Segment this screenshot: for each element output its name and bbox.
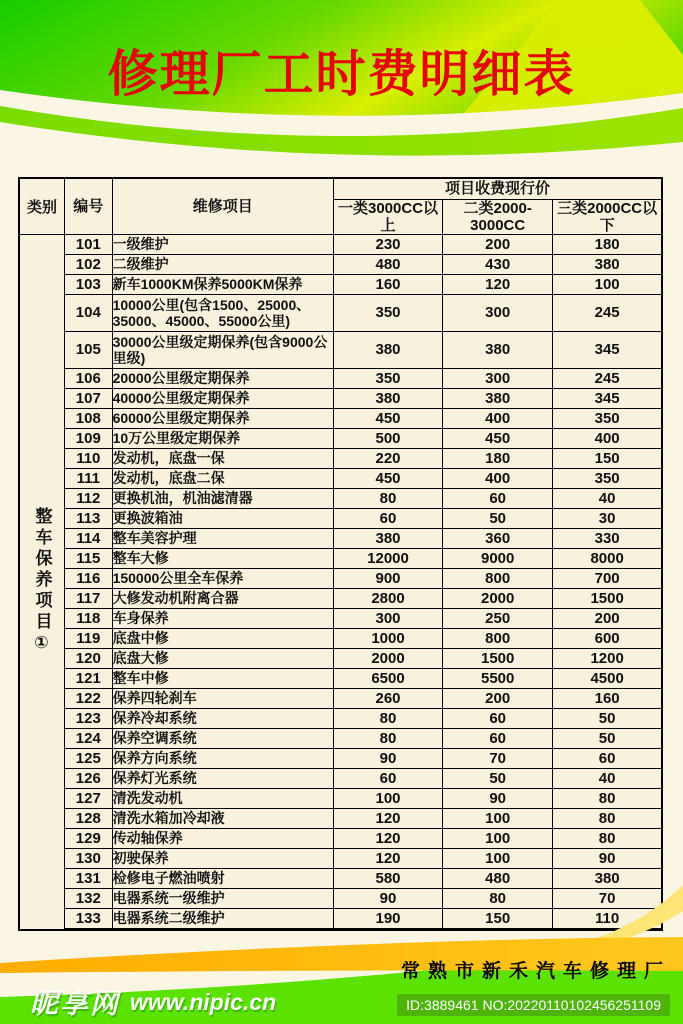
row-item: 新车1000KM保养5000KM保养 bbox=[112, 275, 333, 295]
row-price-class1: 90 bbox=[333, 749, 442, 769]
row-number: 115 bbox=[65, 549, 112, 569]
row-item: 检修电子燃油喷射 bbox=[112, 869, 333, 889]
row-price-class3: 150 bbox=[553, 449, 661, 469]
row-number: 114 bbox=[65, 529, 112, 549]
row-number: 109 bbox=[65, 429, 112, 449]
row-price-class2: 250 bbox=[443, 609, 553, 629]
row-number: 111 bbox=[65, 469, 112, 489]
watermark bbox=[30, 982, 276, 1022]
row-number: 105 bbox=[65, 332, 112, 369]
row-price-class2: 360 bbox=[443, 529, 553, 549]
row-item: 底盘大修 bbox=[112, 649, 333, 669]
row-price-class1: 80 bbox=[333, 729, 442, 749]
row-price-class3: 245 bbox=[553, 369, 661, 389]
row-item: 清洗水箱加冷却液 bbox=[112, 809, 333, 829]
table-row bbox=[65, 295, 661, 332]
row-price-class3: 90 bbox=[553, 849, 661, 869]
row-price-class1: 2800 bbox=[333, 589, 442, 609]
row-price-class3: 60 bbox=[553, 749, 661, 769]
item-header: 维修项目 bbox=[112, 179, 333, 235]
row-number: 123 bbox=[65, 709, 112, 729]
row-price-class3: 160 bbox=[553, 689, 661, 709]
row-number: 113 bbox=[65, 509, 112, 529]
row-number: 107 bbox=[65, 389, 112, 409]
row-number: 102 bbox=[65, 255, 112, 275]
row-price-class3: 50 bbox=[553, 709, 661, 729]
row-price-class3: 4500 bbox=[553, 669, 661, 689]
row-price-class1: 60 bbox=[333, 509, 442, 529]
class3-header: 三类2000CC以下 bbox=[553, 199, 661, 235]
row-price-class3: 100 bbox=[553, 275, 661, 295]
row-price-class2: 400 bbox=[443, 469, 553, 489]
row-number: 106 bbox=[65, 369, 112, 389]
row-number: 119 bbox=[65, 629, 112, 649]
row-price-class2: 800 bbox=[443, 629, 553, 649]
row-price-class3: 50 bbox=[553, 729, 661, 749]
row-number: 117 bbox=[65, 589, 112, 609]
table-row bbox=[65, 649, 661, 669]
table-row bbox=[65, 235, 661, 255]
table-row bbox=[65, 275, 661, 295]
row-price-class1: 350 bbox=[333, 295, 442, 332]
table-row bbox=[65, 469, 661, 489]
row-price-class2: 90 bbox=[443, 789, 553, 809]
fees-table bbox=[65, 179, 661, 929]
row-number: 122 bbox=[65, 689, 112, 709]
row-item: 发动机，底盘一保 bbox=[112, 449, 333, 469]
table-row bbox=[65, 809, 661, 829]
row-number: 133 bbox=[65, 909, 112, 929]
table-row bbox=[65, 569, 661, 589]
row-price-class2: 9000 bbox=[443, 549, 553, 569]
row-item: 传动轴保养 bbox=[112, 829, 333, 849]
row-price-class3: 380 bbox=[553, 869, 661, 889]
table-row bbox=[65, 255, 661, 275]
table-row bbox=[65, 409, 661, 429]
row-price-class2: 60 bbox=[443, 489, 553, 509]
row-price-class3: 245 bbox=[553, 295, 661, 332]
row-price-class1: 190 bbox=[333, 909, 442, 929]
row-item: 整车大修 bbox=[112, 549, 333, 569]
row-price-class2: 300 bbox=[443, 295, 553, 332]
watermark-site-url: www.nipic.cn bbox=[130, 988, 277, 1015]
row-price-class1: 480 bbox=[333, 255, 442, 275]
row-number: 110 bbox=[65, 449, 112, 469]
row-number: 124 bbox=[65, 729, 112, 749]
row-price-class2: 800 bbox=[443, 569, 553, 589]
row-price-class1: 380 bbox=[333, 529, 442, 549]
row-price-class2: 100 bbox=[443, 849, 553, 869]
row-price-class3: 1200 bbox=[553, 649, 661, 669]
row-item: 保养冷却系统 bbox=[112, 709, 333, 729]
row-price-class2: 430 bbox=[443, 255, 553, 275]
row-item: 20000公里级定期保养 bbox=[112, 369, 333, 389]
row-price-class3: 600 bbox=[553, 629, 661, 649]
price-table bbox=[18, 177, 663, 931]
table-row bbox=[65, 629, 661, 649]
row-number: 116 bbox=[65, 569, 112, 589]
row-price-class2: 70 bbox=[443, 749, 553, 769]
row-price-class1: 220 bbox=[333, 449, 442, 469]
row-price-class3: 1500 bbox=[553, 589, 661, 609]
row-price-class3: 700 bbox=[553, 569, 661, 589]
row-number: 128 bbox=[65, 809, 112, 829]
row-price-class2: 80 bbox=[443, 889, 553, 909]
row-number: 129 bbox=[65, 829, 112, 849]
row-number: 127 bbox=[65, 789, 112, 809]
watermark-id-badge: ID:3889461 NO:20220110102456251109 bbox=[397, 994, 670, 1016]
table-row bbox=[65, 509, 661, 529]
row-price-class2: 50 bbox=[443, 509, 553, 529]
watermark-site-name: 昵享网 bbox=[30, 988, 121, 1019]
row-price-class1: 80 bbox=[333, 489, 442, 509]
row-price-class3: 400 bbox=[553, 429, 661, 449]
row-item: 电器系统一级维护 bbox=[112, 889, 333, 909]
row-item: 底盘中修 bbox=[112, 629, 333, 649]
row-price-class3: 70 bbox=[553, 889, 661, 909]
class1-header: 一类3000CC以上 bbox=[333, 199, 442, 235]
row-item: 更换机油，机油滤清器 bbox=[112, 489, 333, 509]
row-price-class1: 500 bbox=[333, 429, 442, 449]
row-item: 10万公里级定期保养 bbox=[112, 429, 333, 449]
row-price-class1: 120 bbox=[333, 829, 442, 849]
row-number: 108 bbox=[65, 409, 112, 429]
row-number: 131 bbox=[65, 869, 112, 889]
row-price-class1: 300 bbox=[333, 609, 442, 629]
row-item: 整车美容护理 bbox=[112, 529, 333, 549]
table-row bbox=[65, 849, 661, 869]
row-price-class2: 180 bbox=[443, 449, 553, 469]
table-row bbox=[65, 689, 661, 709]
row-item: 二级维护 bbox=[112, 255, 333, 275]
row-price-class2: 60 bbox=[443, 729, 553, 749]
table-row bbox=[65, 529, 661, 549]
table-row bbox=[65, 769, 661, 789]
row-item: 保养灯光系统 bbox=[112, 769, 333, 789]
row-price-class3: 350 bbox=[553, 409, 661, 429]
row-item: 150000公里全车保养 bbox=[112, 569, 333, 589]
row-price-class2: 300 bbox=[443, 369, 553, 389]
table-row bbox=[65, 829, 661, 849]
row-price-class2: 380 bbox=[443, 389, 553, 409]
row-number: 132 bbox=[65, 889, 112, 909]
table-row bbox=[65, 789, 661, 809]
row-item: 大修发动机附离合器 bbox=[112, 589, 333, 609]
row-price-class3: 180 bbox=[553, 235, 661, 255]
table-row bbox=[65, 549, 661, 569]
row-price-class1: 90 bbox=[333, 889, 442, 909]
row-price-class2: 450 bbox=[443, 429, 553, 449]
row-number: 130 bbox=[65, 849, 112, 869]
class2-header: 二类2000-3000CC bbox=[443, 199, 553, 235]
row-price-class3: 80 bbox=[553, 829, 661, 849]
table-row bbox=[65, 669, 661, 689]
row-price-class2: 50 bbox=[443, 769, 553, 789]
row-price-class1: 1000 bbox=[333, 629, 442, 649]
price-group-header: 项目收费现行价 bbox=[333, 179, 661, 199]
table-row bbox=[65, 429, 661, 449]
row-price-class1: 260 bbox=[333, 689, 442, 709]
row-price-class3: 80 bbox=[553, 809, 661, 829]
row-price-class1: 380 bbox=[333, 332, 442, 369]
row-item: 40000公里级定期保养 bbox=[112, 389, 333, 409]
table-row bbox=[65, 369, 661, 389]
row-price-class2: 120 bbox=[443, 275, 553, 295]
table-row bbox=[65, 589, 661, 609]
table-row bbox=[65, 749, 661, 769]
row-price-class2: 60 bbox=[443, 709, 553, 729]
row-item: 保养方向系统 bbox=[112, 749, 333, 769]
row-price-class3: 200 bbox=[553, 609, 661, 629]
row-price-class1: 350 bbox=[333, 369, 442, 389]
row-item: 发动机，底盘二保 bbox=[112, 469, 333, 489]
row-price-class2: 1500 bbox=[443, 649, 553, 669]
page-title: 修理厂工时费明细表 bbox=[107, 46, 576, 102]
row-price-class2: 200 bbox=[443, 689, 553, 709]
row-price-class2: 150 bbox=[443, 909, 553, 929]
row-price-class3: 110 bbox=[553, 909, 661, 929]
row-number: 120 bbox=[65, 649, 112, 669]
row-price-class2: 100 bbox=[443, 829, 553, 849]
row-number: 103 bbox=[65, 275, 112, 295]
row-price-class1: 230 bbox=[333, 235, 442, 255]
table-row bbox=[65, 449, 661, 469]
row-price-class2: 480 bbox=[443, 869, 553, 889]
row-item: 清洗发动机 bbox=[112, 789, 333, 809]
row-price-class1: 80 bbox=[333, 709, 442, 729]
row-price-class1: 380 bbox=[333, 389, 442, 409]
category-column bbox=[20, 179, 65, 929]
row-price-class1: 6500 bbox=[333, 669, 442, 689]
table-row bbox=[65, 729, 661, 749]
row-item: 10000公里(包含1500、25000、35000、45000、55000公里) bbox=[112, 295, 333, 332]
row-price-class2: 400 bbox=[443, 409, 553, 429]
row-price-class1: 450 bbox=[333, 469, 442, 489]
row-price-class2: 380 bbox=[443, 332, 553, 369]
row-price-class2: 200 bbox=[443, 235, 553, 255]
row-item: 初驶保养 bbox=[112, 849, 333, 869]
row-price-class3: 345 bbox=[553, 332, 661, 369]
row-price-class3: 80 bbox=[553, 789, 661, 809]
row-price-class3: 8000 bbox=[553, 549, 661, 569]
row-number: 101 bbox=[65, 235, 112, 255]
row-price-class2: 2000 bbox=[443, 589, 553, 609]
row-price-class1: 100 bbox=[333, 789, 442, 809]
row-price-class1: 160 bbox=[333, 275, 442, 295]
table-row bbox=[65, 709, 661, 729]
row-item: 60000公里级定期保养 bbox=[112, 409, 333, 429]
category-header: 类别 bbox=[20, 179, 64, 235]
row-price-class1: 12000 bbox=[333, 549, 442, 569]
row-price-class1: 450 bbox=[333, 409, 442, 429]
category-label: 整车保养项目① bbox=[32, 507, 52, 657]
row-number: 112 bbox=[65, 489, 112, 509]
row-price-class3: 40 bbox=[553, 489, 661, 509]
row-number: 125 bbox=[65, 749, 112, 769]
row-item: 30000公里级定期保养(包含9000公里级) bbox=[112, 332, 333, 369]
row-price-class3: 30 bbox=[553, 509, 661, 529]
table-row bbox=[65, 332, 661, 369]
row-price-class3: 350 bbox=[553, 469, 661, 489]
row-number: 126 bbox=[65, 769, 112, 789]
table-row bbox=[65, 609, 661, 629]
row-item: 整车中修 bbox=[112, 669, 333, 689]
row-price-class2: 5500 bbox=[443, 669, 553, 689]
row-price-class1: 580 bbox=[333, 869, 442, 889]
row-price-class3: 40 bbox=[553, 769, 661, 789]
row-price-class1: 2000 bbox=[333, 649, 442, 669]
row-number: 121 bbox=[65, 669, 112, 689]
row-item: 保养四轮刹车 bbox=[112, 689, 333, 709]
row-price-class3: 380 bbox=[553, 255, 661, 275]
table-row bbox=[65, 389, 661, 409]
row-price-class1: 120 bbox=[333, 809, 442, 829]
row-price-class1: 900 bbox=[333, 569, 442, 589]
row-item: 保养空调系统 bbox=[112, 729, 333, 749]
row-price-class1: 120 bbox=[333, 849, 442, 869]
row-item: 车身保养 bbox=[112, 609, 333, 629]
table-row bbox=[65, 489, 661, 509]
row-price-class3: 330 bbox=[553, 529, 661, 549]
company-name: 常熟市新禾汽车修理厂 bbox=[400, 961, 671, 982]
row-number: 104 bbox=[65, 295, 112, 332]
row-price-class3: 345 bbox=[553, 389, 661, 409]
row-price-class1: 60 bbox=[333, 769, 442, 789]
row-number: 118 bbox=[65, 609, 112, 629]
number-header: 编号 bbox=[65, 179, 112, 235]
row-item: 更换波箱油 bbox=[112, 509, 333, 529]
row-item: 一级维护 bbox=[112, 235, 333, 255]
row-price-class2: 100 bbox=[443, 809, 553, 829]
row-item: 电器系统二级维护 bbox=[112, 909, 333, 929]
